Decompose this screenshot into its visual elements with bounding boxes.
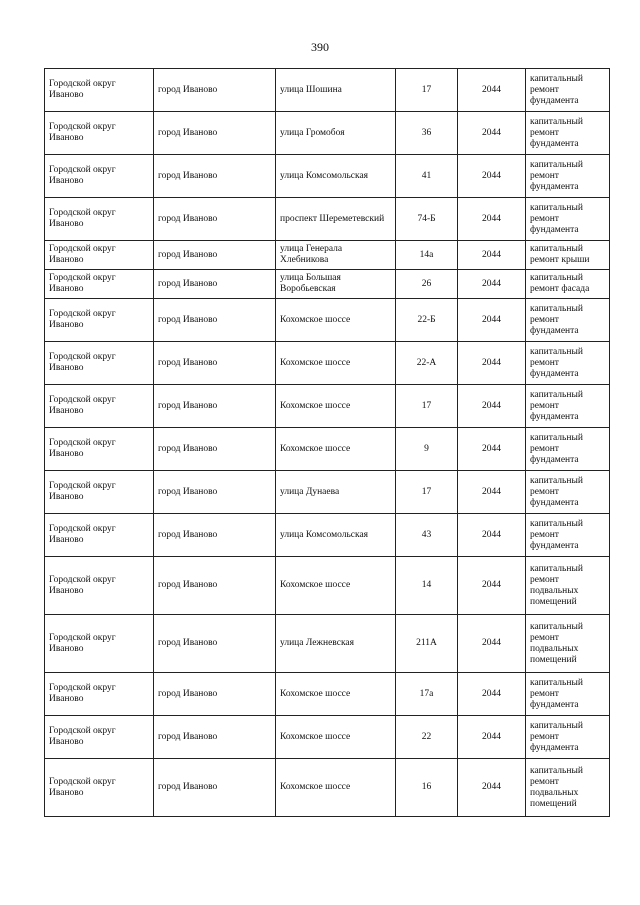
cell-street: улица Большая Воробьевская xyxy=(276,270,396,299)
cell-street: Кохомское шоссе xyxy=(276,759,396,817)
cell-year: 2044 xyxy=(458,615,526,673)
cell-city: город Иваново xyxy=(154,155,276,198)
cell-work: капитальный ремонт фундамента xyxy=(526,673,610,716)
cell-house: 22 xyxy=(396,716,458,759)
table-row xyxy=(45,759,610,817)
cell-okrug: Городской округ Иваново xyxy=(45,514,154,557)
cell-house: 43 xyxy=(396,514,458,557)
cell-house: 17 xyxy=(396,69,458,112)
cell-year: 2044 xyxy=(458,716,526,759)
cell-okrug: Городской округ Иваново xyxy=(45,759,154,817)
cell-work: капитальный ремонт фундамента xyxy=(526,385,610,428)
cell-year: 2044 xyxy=(458,299,526,342)
cell-city: город Иваново xyxy=(154,112,276,155)
cell-year: 2044 xyxy=(458,112,526,155)
cell-okrug: Городской округ Иваново xyxy=(45,471,154,514)
cell-okrug: Городской округ Иваново xyxy=(45,155,154,198)
cell-house: 36 xyxy=(396,112,458,155)
cell-okrug: Городской округ Иваново xyxy=(45,112,154,155)
cell-house: 16 xyxy=(396,759,458,817)
cell-okrug: Городской округ Иваново xyxy=(45,557,154,615)
cell-work: капитальный ремонт фундамента xyxy=(526,299,610,342)
table-row xyxy=(45,112,610,155)
cell-house: 17 xyxy=(396,471,458,514)
cell-work: капитальный ремонт фундамента xyxy=(526,112,610,155)
cell-house: 14а xyxy=(396,241,458,270)
cell-house: 26 xyxy=(396,270,458,299)
cell-city: город Иваново xyxy=(154,471,276,514)
cell-year: 2044 xyxy=(458,471,526,514)
cell-street: улица Шошина xyxy=(276,69,396,112)
cell-city: город Иваново xyxy=(154,716,276,759)
repair-schedule-table xyxy=(44,68,610,817)
cell-okrug: Городской округ Иваново xyxy=(45,385,154,428)
cell-house: 74-Б xyxy=(396,198,458,241)
page-number: 390 xyxy=(311,40,329,54)
cell-year: 2044 xyxy=(458,198,526,241)
cell-street: Кохомское шоссе xyxy=(276,557,396,615)
cell-city: город Иваново xyxy=(154,198,276,241)
cell-street: улица Дунаева xyxy=(276,471,396,514)
cell-street: проспект Шереметевский xyxy=(276,198,396,241)
cell-house: 211А xyxy=(396,615,458,673)
table-row xyxy=(45,270,610,299)
cell-okrug: Городской округ Иваново xyxy=(45,270,154,299)
cell-okrug: Городской округ Иваново xyxy=(45,241,154,270)
cell-year: 2044 xyxy=(458,759,526,817)
cell-year: 2044 xyxy=(458,241,526,270)
table-row xyxy=(45,342,610,385)
cell-street: Кохомское шоссе xyxy=(276,342,396,385)
cell-city: город Иваново xyxy=(154,428,276,471)
cell-okrug: Городской округ Иваново xyxy=(45,428,154,471)
cell-street: улица Громобоя xyxy=(276,112,396,155)
table-row xyxy=(45,673,610,716)
cell-city: город Иваново xyxy=(154,514,276,557)
table-row xyxy=(45,615,610,673)
cell-okrug: Городской округ Иваново xyxy=(45,673,154,716)
table-row xyxy=(45,716,610,759)
cell-street: Кохомское шоссе xyxy=(276,428,396,471)
cell-street: Кохомское шоссе xyxy=(276,716,396,759)
cell-city: город Иваново xyxy=(154,69,276,112)
cell-work: капитальный ремонт фундамента xyxy=(526,155,610,198)
cell-house: 41 xyxy=(396,155,458,198)
cell-city: город Иваново xyxy=(154,759,276,817)
cell-year: 2044 xyxy=(458,155,526,198)
table-row xyxy=(45,69,610,112)
cell-work: капитальный ремонт фасада xyxy=(526,270,610,299)
cell-house: 17а xyxy=(396,673,458,716)
cell-city: город Иваново xyxy=(154,557,276,615)
table-row xyxy=(45,428,610,471)
cell-okrug: Городской округ Иваново xyxy=(45,299,154,342)
cell-city: город Иваново xyxy=(154,673,276,716)
cell-house: 14 xyxy=(396,557,458,615)
table-row xyxy=(45,241,610,270)
cell-house: 9 xyxy=(396,428,458,471)
cell-house: 22-Б xyxy=(396,299,458,342)
table-row xyxy=(45,299,610,342)
cell-street: Кохомское шоссе xyxy=(276,299,396,342)
cell-work: капитальный ремонт крыши xyxy=(526,241,610,270)
cell-okrug: Городской округ Иваново xyxy=(45,69,154,112)
cell-year: 2044 xyxy=(458,342,526,385)
cell-year: 2044 xyxy=(458,557,526,615)
cell-street: улица Комсомольская xyxy=(276,155,396,198)
cell-street: Кохомское шоссе xyxy=(276,673,396,716)
cell-year: 2044 xyxy=(458,673,526,716)
cell-year: 2044 xyxy=(458,514,526,557)
cell-street: Кохомское шоссе xyxy=(276,385,396,428)
table-row xyxy=(45,557,610,615)
cell-work: капитальный ремонт фундамента xyxy=(526,471,610,514)
table-row xyxy=(45,471,610,514)
cell-work: капитальный ремонт фундамента xyxy=(526,198,610,241)
cell-house: 22-А xyxy=(396,342,458,385)
cell-city: город Иваново xyxy=(154,342,276,385)
table-row xyxy=(45,385,610,428)
cell-year: 2044 xyxy=(458,428,526,471)
cell-city: город Иваново xyxy=(154,385,276,428)
cell-city: город Иваново xyxy=(154,299,276,342)
cell-street: улица Генерала Хлебникова xyxy=(276,241,396,270)
cell-city: город Иваново xyxy=(154,241,276,270)
cell-work: капитальный ремонт подвальных помещений xyxy=(526,615,610,673)
cell-okrug: Городской округ Иваново xyxy=(45,198,154,241)
cell-work: капитальный ремонт подвальных помещений xyxy=(526,557,610,615)
cell-okrug: Городской округ Иваново xyxy=(45,342,154,385)
table-row xyxy=(45,198,610,241)
cell-work: капитальный ремонт подвальных помещений xyxy=(526,759,610,817)
cell-year: 2044 xyxy=(458,385,526,428)
table-row xyxy=(45,514,610,557)
cell-work: капитальный ремонт фундамента xyxy=(526,69,610,112)
cell-house: 17 xyxy=(396,385,458,428)
cell-work: капитальный ремонт фундамента xyxy=(526,428,610,471)
cell-work: капитальный ремонт фундамента xyxy=(526,342,610,385)
cell-work: капитальный ремонт фундамента xyxy=(526,514,610,557)
table-row xyxy=(45,155,610,198)
cell-okrug: Городской округ Иваново xyxy=(45,615,154,673)
cell-city: город Иваново xyxy=(154,270,276,299)
cell-street: улица Комсомольская xyxy=(276,514,396,557)
table-body xyxy=(45,69,610,817)
cell-work: капитальный ремонт фундамента xyxy=(526,716,610,759)
cell-city: город Иваново xyxy=(154,615,276,673)
cell-year: 2044 xyxy=(458,270,526,299)
cell-year: 2044 xyxy=(458,69,526,112)
cell-street: улица Лежневская xyxy=(276,615,396,673)
cell-okrug: Городской округ Иваново xyxy=(45,716,154,759)
